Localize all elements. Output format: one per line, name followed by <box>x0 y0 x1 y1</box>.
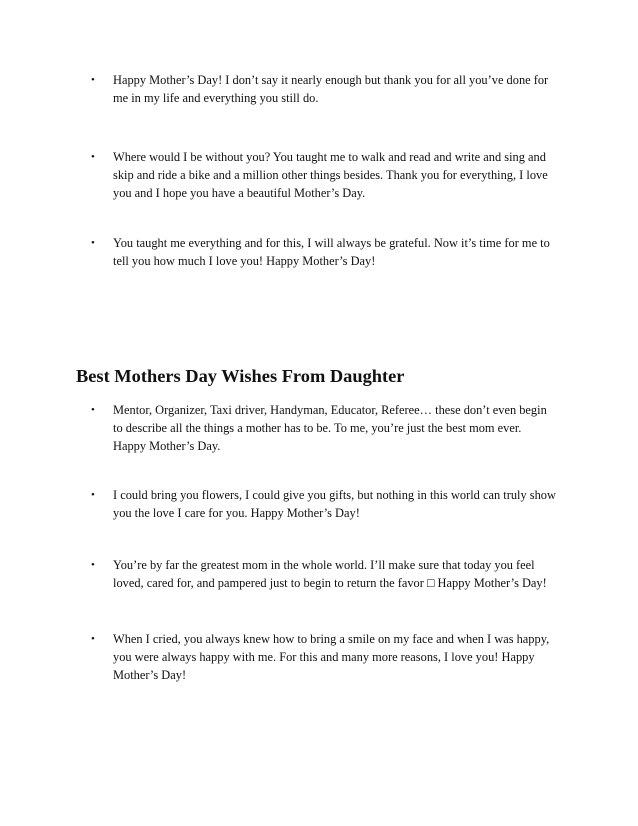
list-item <box>91 630 571 684</box>
bullet-marker: • <box>91 151 95 163</box>
list-item <box>91 234 571 270</box>
bullet-marker: • <box>91 559 95 571</box>
list-item-text: You’re by far the greatest mom in the whole world. I’ll make sure that today you feel loved, cared for, and pampered just to begin to return the favor □ Happy Mother’s Day! <box>113 558 547 590</box>
list-item-text: When I cried, you always knew how to bring a smile on my face and when I was happy, you were always happy with me. For this and many more reasons, I love you! Happy Mother’s Day! <box>113 632 550 682</box>
list-item-text: Mentor, Organizer, Taxi driver, Handyman, Educator, Referee… these don’t even begin to describe all the things a mother has to be. To me, you’re just the best mom ever. Happy Mother’s Day. <box>113 403 547 453</box>
section-heading: Best Mothers Day Wishes From Daughter <box>76 366 405 386</box>
list-item-text: Happy Mother’s Day! I don’t say it nearly enough but thank you for all you’ve done for me in my life and everything you still do. <box>113 73 549 105</box>
bullet-marker: • <box>91 404 95 416</box>
bullet-marker: • <box>91 74 95 86</box>
list-item-text: Where would I be without you? You taught me to walk and read and write and sing and skip and ride a bike and a million other things besides. Thank you for everything, I love you and I hope you have a beautiful Mother’s Day. <box>113 150 548 200</box>
list-item-text: You taught me everything and for this, I will always be grateful. Now it’s time for me to tell you how much I love you! Happy Mother’s Day! <box>113 236 550 268</box>
bullet-marker: • <box>91 633 95 645</box>
bullet-marker: • <box>91 489 95 501</box>
list-item <box>91 148 571 202</box>
list-item-text: I could bring you flowers, I could give you gifts, but nothing in this world can truly show you the love I care for you. Happy Mother’s Day! <box>113 488 556 520</box>
list-item <box>91 556 571 592</box>
list-item <box>91 401 571 455</box>
bullet-marker: • <box>91 237 95 249</box>
list-item <box>91 486 571 522</box>
list-item <box>91 71 571 107</box>
